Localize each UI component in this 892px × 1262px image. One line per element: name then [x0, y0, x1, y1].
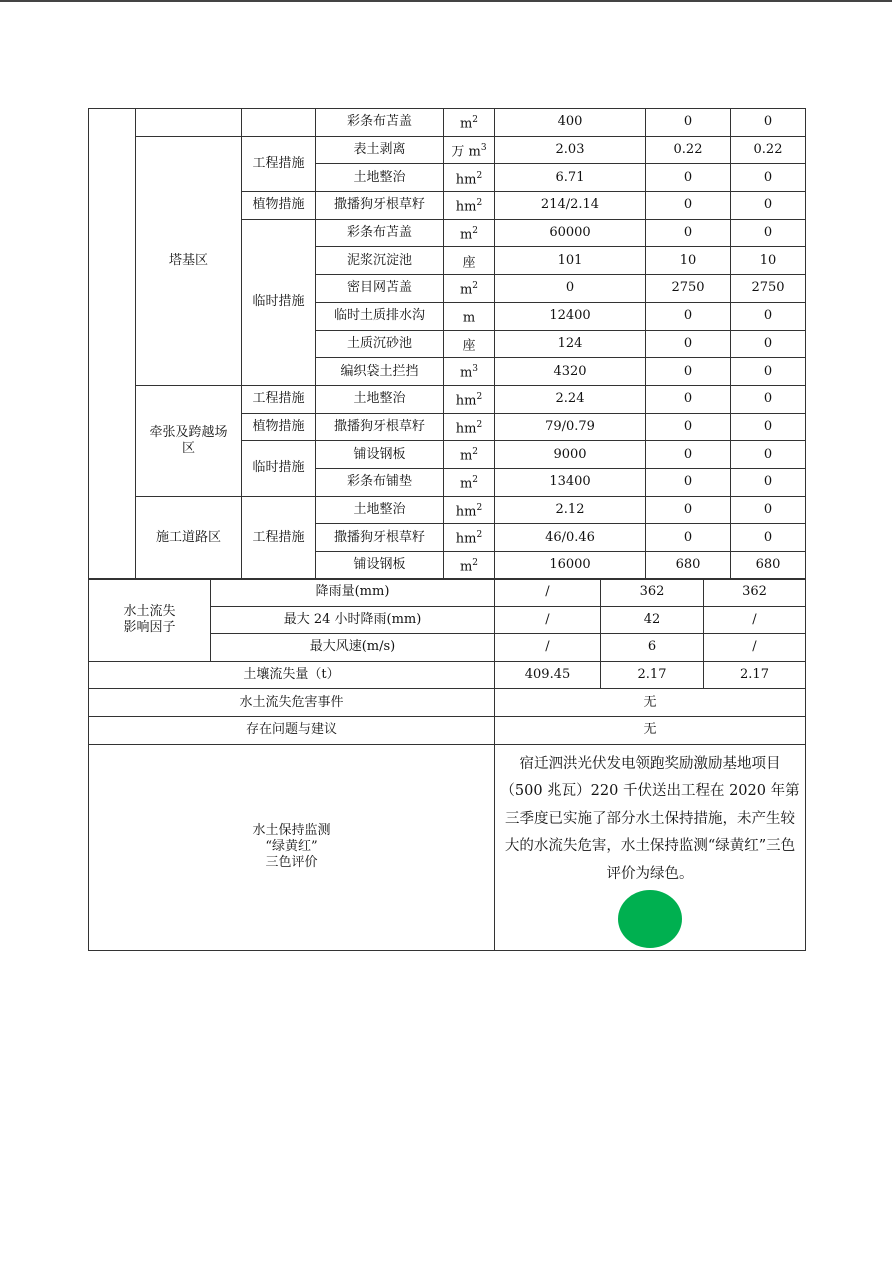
table-row: [89, 744, 806, 951]
cumulative-value: 0: [731, 109, 806, 137]
soil-loss-value: 2.17: [601, 661, 704, 689]
measures-table: [88, 108, 806, 580]
issues-label: 存在问题与建议: [89, 716, 495, 744]
cumulative-value: 0: [731, 496, 806, 524]
measure-item: 彩条布苫盖: [316, 219, 444, 247]
cumulative-value: 0: [731, 385, 806, 413]
zone-tower: 塔基区: [136, 136, 242, 385]
quarter-value: 0: [646, 302, 731, 330]
measure-type-engineering: 工程措施: [242, 385, 316, 413]
assessment-table: [88, 578, 806, 951]
design-value: 0: [495, 275, 646, 303]
soil-loss-value: 2.17: [704, 661, 806, 689]
design-value: 12400: [495, 302, 646, 330]
factors-label: 水土流失 影响因子: [89, 579, 211, 662]
factor-name: 降雨量(mm): [211, 579, 495, 607]
table-row: [89, 716, 806, 744]
measure-unit: 万 $m^3$: [444, 136, 495, 164]
measure-unit: $m^3$: [444, 358, 495, 386]
green-indicator-dot: [618, 890, 682, 948]
cumulative-value: 0: [731, 219, 806, 247]
cumulative-value: 2750: [731, 275, 806, 303]
design-value: 4320: [495, 358, 646, 386]
measure-unit: m: [444, 302, 495, 330]
measure-unit: $hm^2$: [444, 192, 495, 220]
design-value: 124: [495, 330, 646, 358]
factor-value: 42: [601, 606, 704, 634]
zone-road: 施工道路区: [136, 496, 242, 579]
measure-item: 土地整治: [316, 385, 444, 413]
measure-item: 土地整治: [316, 164, 444, 192]
measure-unit: $hm^2$: [444, 413, 495, 441]
outer-blank-cell: [89, 109, 136, 580]
measure-type-engineering: 工程措施: [242, 136, 316, 191]
evaluation-cell: [495, 744, 806, 951]
table-row: [89, 689, 806, 717]
table-row: [89, 496, 806, 524]
factor-name: 最大 24 小时降雨(mm): [211, 606, 495, 634]
factor-value: 362: [704, 579, 806, 607]
measure-unit: $hm^2$: [444, 385, 495, 413]
cumulative-value: 10: [731, 247, 806, 275]
table-row: [89, 385, 806, 413]
soil-loss-value: 409.45: [495, 661, 601, 689]
factor-value: /: [495, 579, 601, 607]
quarter-value: 0: [646, 109, 731, 137]
measure-item: 土质沉砂池: [316, 330, 444, 358]
design-value: 2.24: [495, 385, 646, 413]
factor-name: 最大风速(m/s): [211, 634, 495, 662]
blank-cell: [136, 109, 242, 137]
measure-item: 编织袋土拦挡: [316, 358, 444, 386]
measure-item: 临时土质排水沟: [316, 302, 444, 330]
quarter-value: 0: [646, 219, 731, 247]
measure-unit: 座: [444, 330, 495, 358]
page-top-border: [0, 0, 892, 2]
measure-type-plant: 植物措施: [242, 192, 316, 220]
quarter-value: 0: [646, 385, 731, 413]
measure-item: 泥浆沉淀池: [316, 247, 444, 275]
measure-unit: $m^2$: [444, 219, 495, 247]
measure-item: 彩条布苫盖: [316, 109, 444, 137]
quarter-value: 680: [646, 552, 731, 580]
soil-loss-label: 土壤流失量（t）: [89, 661, 495, 689]
evaluation-text: 宿迁泗洪光伏发电领跑奖励激励基地项目（500 兆瓦）220 千伏送出工程在 2020 年第三季度已实施了部分水土保持措施，未产生较大的水流失危害，水土保持监测“绿黄红”三色评价为绿色。: [500, 755, 800, 882]
factor-value: /: [704, 634, 806, 662]
measure-item: 彩条布铺垫: [316, 468, 444, 496]
design-value: 13400: [495, 468, 646, 496]
quarter-value: 2750: [646, 275, 731, 303]
cumulative-value: 0.22: [731, 136, 806, 164]
quarter-value: 10: [646, 247, 731, 275]
measure-item: 撒播狗牙根草籽: [316, 192, 444, 220]
design-value: 214/2.14: [495, 192, 646, 220]
measure-item: 土地整治: [316, 496, 444, 524]
factor-value: /: [704, 606, 806, 634]
design-value: 16000: [495, 552, 646, 580]
issues-value: 无: [495, 716, 806, 744]
quarter-value: 0: [646, 441, 731, 469]
factor-value: /: [495, 606, 601, 634]
quarter-value: 0: [646, 358, 731, 386]
factor-value: /: [495, 634, 601, 662]
measure-item: 铺设钢板: [316, 552, 444, 580]
cumulative-value: 0: [731, 164, 806, 192]
quarter-value: 0: [646, 164, 731, 192]
cumulative-value: 0: [731, 441, 806, 469]
quarter-value: 0: [646, 468, 731, 496]
hazard-value: 无: [495, 689, 806, 717]
measure-unit: $m^2$: [444, 109, 495, 137]
measure-unit: $m^2$: [444, 275, 495, 303]
factor-value: 6: [601, 634, 704, 662]
measure-type-plant: 植物措施: [242, 413, 316, 441]
factor-value: 362: [601, 579, 704, 607]
design-value: 9000: [495, 441, 646, 469]
quarter-value: 0: [646, 330, 731, 358]
cumulative-value: 0: [731, 358, 806, 386]
measure-item: 铺设钢板: [316, 441, 444, 469]
design-value: 101: [495, 247, 646, 275]
table-row: [89, 136, 806, 164]
measure-type-temporary: 临时措施: [242, 441, 316, 496]
design-value: 2.03: [495, 136, 646, 164]
design-value: 79/0.79: [495, 413, 646, 441]
cumulative-value: 0: [731, 413, 806, 441]
measure-unit: $m^2$: [444, 441, 495, 469]
measure-unit: $hm^2$: [444, 524, 495, 552]
evaluation-label: 水土保持监测 “绿黄红” 三色评价: [89, 744, 495, 951]
table-row: [89, 109, 806, 137]
measure-unit: $m^2$: [444, 552, 495, 580]
measure-unit: $hm^2$: [444, 164, 495, 192]
measure-item: 表土剥离: [316, 136, 444, 164]
cumulative-value: 0: [731, 524, 806, 552]
design-value: 46/0.46: [495, 524, 646, 552]
cumulative-value: 0: [731, 468, 806, 496]
cumulative-value: 0: [731, 330, 806, 358]
design-value: 60000: [495, 219, 646, 247]
cumulative-value: 0: [731, 192, 806, 220]
quarter-value: 0: [646, 524, 731, 552]
measure-item: 密目网苫盖: [316, 275, 444, 303]
hazard-label: 水土流失危害事件: [89, 689, 495, 717]
measure-unit: $hm^2$: [444, 496, 495, 524]
measure-unit: 座: [444, 247, 495, 275]
design-value: 2.12: [495, 496, 646, 524]
cumulative-value: 680: [731, 552, 806, 580]
table-row: [89, 579, 806, 607]
measure-unit: $m^2$: [444, 468, 495, 496]
table-row: [89, 661, 806, 689]
quarter-value: 0: [646, 496, 731, 524]
measure-item: 撒播狗牙根草籽: [316, 524, 444, 552]
measure-item: 撒播狗牙根草籽: [316, 413, 444, 441]
measure-type-temporary: 临时措施: [242, 219, 316, 385]
quarter-value: 0: [646, 192, 731, 220]
blank-cell: [242, 109, 316, 137]
zone-tension: 牵张及跨越场 区: [136, 385, 242, 496]
cumulative-value: 0: [731, 302, 806, 330]
measure-type-engineering: 工程措施: [242, 496, 316, 579]
quarter-value: 0.22: [646, 136, 731, 164]
quarter-value: 0: [646, 413, 731, 441]
design-value: 400: [495, 109, 646, 137]
design-value: 6.71: [495, 164, 646, 192]
